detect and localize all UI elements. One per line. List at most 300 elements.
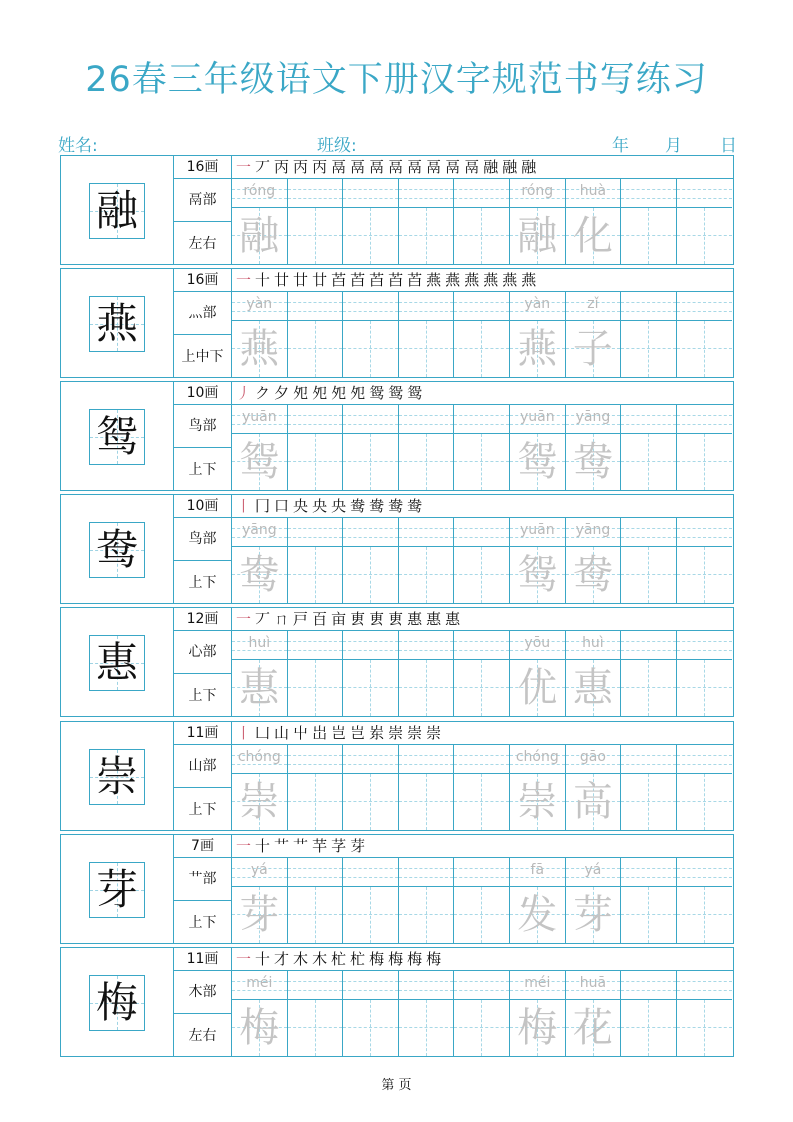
stroke-step: 燕 [426, 271, 442, 289]
stroke-step: ㄇ [274, 610, 290, 628]
char-info [174, 382, 232, 490]
pinyin-band [566, 292, 621, 321]
pinyin-band [677, 292, 733, 321]
writing-cell[interactable] [399, 971, 455, 1056]
writing-cell[interactable] [399, 631, 455, 716]
writing-cell[interactable] [343, 405, 399, 490]
stroke-step: 一 [236, 950, 252, 968]
stroke-step: 屮 [293, 724, 309, 742]
pinyin-band [566, 179, 621, 208]
stroke-step: 一 [236, 271, 252, 289]
char-block [60, 834, 734, 944]
stroke-count: 16画 [174, 269, 231, 292]
trace-cell [566, 745, 622, 830]
pinyin-band [288, 745, 343, 774]
writing-cell[interactable] [621, 179, 677, 264]
pinyin: yōu [524, 635, 551, 651]
stroke-count: 11画 [174, 722, 231, 745]
writing-cell[interactable] [343, 179, 399, 264]
pinyin-band [399, 179, 454, 208]
trace-char: 崇 [239, 779, 280, 825]
pinyin: huā [579, 975, 607, 991]
writing-cell[interactable] [343, 858, 399, 943]
stroke-step: 鬲 [369, 158, 385, 176]
pinyin-band [677, 971, 733, 1000]
tian-grid [677, 887, 733, 943]
trace-cell [510, 405, 566, 490]
writing-cell[interactable] [343, 631, 399, 716]
pinyin: yá [250, 862, 268, 878]
writing-cell[interactable] [399, 745, 455, 830]
tian-grid [510, 434, 565, 490]
stroke-step: 梅 [388, 950, 404, 968]
writing-grid [232, 382, 733, 490]
writing-cell[interactable] [677, 971, 733, 1056]
trace-char: 燕 [517, 326, 558, 372]
pinyin-band [343, 405, 398, 434]
trace-char: 子 [572, 326, 613, 372]
trace-char: 鸯 [572, 439, 613, 485]
tian-grid [343, 887, 398, 943]
model-char-cell [61, 495, 174, 603]
structure: 上下 [188, 575, 217, 591]
writing-cell[interactable] [454, 518, 510, 603]
stroke-step: 叀 [388, 610, 404, 628]
tian-grid [343, 321, 398, 377]
pinyin-band [566, 405, 621, 434]
tian-grid [621, 434, 676, 490]
writing-cell[interactable] [677, 518, 733, 603]
pinyin-band [399, 518, 454, 547]
trace-char: 梅 [517, 1005, 558, 1051]
tian-grid [399, 321, 454, 377]
stroke-step: 叀 [369, 610, 385, 628]
tian-grid [566, 887, 621, 943]
stroke-step: 央 [293, 497, 309, 515]
stroke-step: 鬲 [331, 158, 347, 176]
pinyin-band [454, 971, 509, 1000]
stroke-step: 丙 [274, 158, 290, 176]
trace-cell [566, 292, 622, 377]
trace-cell [232, 292, 288, 377]
model-char-cell [61, 948, 174, 1056]
tian-grid [343, 774, 398, 830]
model-char-box [89, 183, 145, 239]
writing-cell[interactable] [288, 745, 344, 830]
stroke-step: 燕 [483, 271, 499, 289]
pinyin-band [232, 405, 287, 434]
pinyin-band [677, 518, 733, 547]
pinyin-band [454, 631, 509, 660]
stroke-step: 梅 [369, 950, 385, 968]
writing-cell[interactable] [454, 858, 510, 943]
trace-cell [510, 858, 566, 943]
trace-char: 融 [517, 213, 558, 259]
writing-cell[interactable] [399, 518, 455, 603]
trace-char: 芽 [572, 892, 613, 938]
model-char-box [89, 296, 145, 352]
model-char-cell [61, 269, 174, 377]
trace-char: 梅 [239, 1005, 280, 1051]
writing-cell[interactable] [454, 971, 510, 1056]
pinyin-band [510, 745, 565, 774]
writing-cell[interactable] [343, 745, 399, 830]
tian-grid [232, 434, 287, 490]
stroke-step: 一 [236, 610, 252, 628]
char-block [60, 721, 734, 831]
trace-char: 优 [517, 665, 558, 711]
pinyin: zǐ [587, 296, 599, 312]
structure: 上下 [188, 802, 217, 818]
structure: 左右 [188, 236, 217, 252]
pinyin-band [677, 858, 733, 887]
writing-cell[interactable] [399, 858, 455, 943]
trace-cell [566, 971, 622, 1056]
stroke-step: 十 [255, 837, 271, 855]
pinyin-band [621, 405, 676, 434]
pinyin-band [510, 971, 565, 1000]
pinyin-band [621, 631, 676, 660]
stroke-step: 山 [274, 724, 290, 742]
stroke-step: 戸 [293, 610, 309, 628]
stroke-step: 鸯 [407, 497, 423, 515]
writing-cell[interactable] [454, 292, 510, 377]
pinyin: yuān [519, 409, 555, 425]
writing-cell[interactable] [621, 745, 677, 830]
tian-grid [232, 1000, 287, 1056]
pinyin-band [454, 292, 509, 321]
trace-char: 花 [572, 1005, 613, 1051]
stroke-step: 鬲 [388, 158, 404, 176]
tian-grid [566, 774, 621, 830]
trace-char: 燕 [239, 326, 280, 372]
writing-cell[interactable] [677, 631, 733, 716]
stroke-step: 木 [312, 950, 328, 968]
pinyin: yàn [246, 296, 273, 312]
tian-grid [621, 774, 676, 830]
writing-cell[interactable] [621, 518, 677, 603]
writing-cell[interactable] [677, 179, 733, 264]
tian-grid [454, 208, 509, 264]
stroke-step: 燕 [502, 271, 518, 289]
stroke-step: 苩 [369, 271, 385, 289]
model-char-cell [61, 722, 174, 830]
stroke-step: 岂 [331, 724, 347, 742]
writing-grid [232, 269, 733, 377]
trace-cell [510, 631, 566, 716]
stroke-step: 夗 [331, 384, 347, 402]
pinyin-band [399, 858, 454, 887]
tian-grid [454, 660, 509, 716]
writing-cell[interactable] [454, 745, 510, 830]
stroke-step: 一 [236, 837, 252, 855]
writing-cell[interactable] [621, 971, 677, 1056]
stroke-step: 廿 [293, 271, 309, 289]
pinyin: yāng [575, 522, 611, 538]
pinyin-band [343, 518, 398, 547]
tian-grid [510, 887, 565, 943]
pinyin-band [288, 292, 343, 321]
char-info [174, 156, 232, 264]
pinyin: huì [582, 635, 604, 651]
pinyin-band [566, 518, 621, 547]
stroke-step: 丙 [293, 158, 309, 176]
writing-cell[interactable] [399, 405, 455, 490]
pinyin: chóng [515, 749, 559, 765]
tian-grid [566, 660, 621, 716]
pinyin-band [399, 971, 454, 1000]
pinyin-band [232, 745, 287, 774]
trace-char: 鸳 [517, 552, 558, 598]
tian-grid [232, 660, 287, 716]
writing-cell[interactable] [454, 631, 510, 716]
trace-char: 鸯 [239, 552, 280, 598]
pinyin-band [621, 292, 676, 321]
stroke-step: 燕 [445, 271, 461, 289]
tian-grid [677, 208, 733, 264]
stroke-step: 廿 [312, 271, 328, 289]
stroke-step: 鬲 [426, 158, 442, 176]
stroke-step: 丆 [255, 158, 271, 176]
pinyin-band [566, 631, 621, 660]
tian-grid [399, 208, 454, 264]
char-block [60, 268, 734, 378]
stroke-step: 百 [312, 610, 328, 628]
writing-grid [232, 835, 733, 943]
pinyin-band [343, 971, 398, 1000]
stroke-step: 十 [255, 271, 271, 289]
stroke-count: 12画 [174, 608, 231, 631]
tian-grid [677, 1000, 733, 1056]
trace-char: 高 [572, 779, 613, 825]
tian-grid [566, 208, 621, 264]
trace-cell [232, 405, 288, 490]
stroke-step: 苩 [407, 271, 423, 289]
tian-grid [566, 547, 621, 603]
stroke-step: 鸯 [369, 497, 385, 515]
stroke-count: 11画 [174, 948, 231, 971]
model-char-box [89, 409, 145, 465]
stroke-order [232, 382, 733, 405]
name-label: 姓名: [58, 136, 98, 156]
trace-cell [566, 631, 622, 716]
pinyin-band [399, 292, 454, 321]
pinyin-band [232, 858, 287, 887]
stroke-order [232, 722, 733, 745]
stroke-step: 燕 [521, 271, 537, 289]
radical: 鸟部 [174, 518, 231, 561]
tian-grid [399, 660, 454, 716]
pinyin-band [288, 971, 343, 1000]
stroke-step: 崇 [426, 724, 442, 742]
page-title: 26春三年级语文下册汉字规范书写练习 [85, 60, 708, 100]
model-char: 崇 [95, 752, 138, 801]
writing-grid [232, 156, 733, 264]
pinyin-band [343, 745, 398, 774]
model-char: 鸯 [95, 525, 138, 574]
stroke-step: 燕 [464, 271, 480, 289]
radical: 艹部 [174, 858, 231, 901]
stroke-step: 口 [274, 497, 290, 515]
trace-char: 芽 [239, 892, 280, 938]
model-char-box [89, 862, 145, 918]
model-char-cell [61, 156, 174, 264]
tian-grid [510, 208, 565, 264]
stroke-step: 廿 [274, 271, 290, 289]
trace-cell [566, 405, 622, 490]
writing-cell[interactable] [621, 858, 677, 943]
trace-char: 鸳 [517, 439, 558, 485]
pinyin-band [566, 858, 621, 887]
stroke-step: 苩 [388, 271, 404, 289]
char-info [174, 948, 232, 1056]
trace-cell [232, 631, 288, 716]
stroke-step: 央 [312, 497, 328, 515]
stroke-step: 丆 [255, 610, 271, 628]
tian-grid [399, 887, 454, 943]
writing-cell[interactable] [454, 179, 510, 264]
writing-cell[interactable] [288, 179, 344, 264]
stroke-step: 丨 [236, 724, 252, 742]
char-info [174, 495, 232, 603]
stroke-step: 芓 [331, 837, 347, 855]
trace-cell [510, 292, 566, 377]
tian-grid [621, 547, 676, 603]
tian-grid [566, 321, 621, 377]
writing-cell[interactable] [399, 292, 455, 377]
pinyin-band [621, 858, 676, 887]
writing-cell[interactable] [399, 179, 455, 264]
stroke-step: 苩 [331, 271, 347, 289]
pinyin-band [677, 405, 733, 434]
pinyin-band [232, 518, 287, 547]
writing-cell[interactable] [288, 858, 344, 943]
tian-grid [621, 208, 676, 264]
stroke-count: 10画 [174, 382, 231, 405]
writing-cell[interactable] [677, 858, 733, 943]
stroke-step: 崇 [388, 724, 404, 742]
trace-cell [232, 179, 288, 264]
writing-cell[interactable] [621, 292, 677, 377]
radical: 山部 [174, 745, 231, 788]
char-info [174, 835, 232, 943]
tian-grid [510, 774, 565, 830]
pinyin-band [510, 179, 565, 208]
model-char-box [89, 522, 145, 578]
model-char-box [89, 749, 145, 805]
stroke-step: 鸯 [388, 497, 404, 515]
stroke-step: 梅 [426, 950, 442, 968]
pinyin: yàn [524, 296, 551, 312]
stroke-step: 芽 [350, 837, 366, 855]
stroke-step: 木 [293, 950, 309, 968]
writing-cell[interactable] [343, 971, 399, 1056]
trace-cell [510, 518, 566, 603]
tian-grid [399, 547, 454, 603]
stroke-count: 7画 [174, 835, 231, 858]
pinyin-band [232, 971, 287, 1000]
stroke-step: ク [255, 384, 271, 402]
pinyin: gāo [579, 749, 606, 765]
pinyin: chóng [237, 749, 281, 765]
writing-cell[interactable] [454, 405, 510, 490]
writing-cell[interactable] [677, 745, 733, 830]
tian-grid [454, 774, 509, 830]
writing-cell[interactable] [621, 631, 677, 716]
pinyin-band [343, 631, 398, 660]
stroke-order [232, 835, 733, 858]
pinyin-band [454, 745, 509, 774]
trace-cell [510, 179, 566, 264]
trace-char: 融 [239, 213, 280, 259]
tian-grid [621, 321, 676, 377]
pinyin-band [232, 179, 287, 208]
writing-cell[interactable] [288, 631, 344, 716]
model-char: 梅 [95, 978, 138, 1027]
tian-grid [343, 547, 398, 603]
stroke-step: 惠 [445, 610, 461, 628]
writing-cell[interactable] [288, 405, 344, 490]
tian-grid [399, 1000, 454, 1056]
char-block [60, 947, 734, 1057]
trace-char: 化 [572, 213, 613, 259]
pinyin-band [232, 292, 287, 321]
stroke-step: 丙 [312, 158, 328, 176]
writing-grid [232, 495, 733, 603]
char-block [60, 607, 734, 717]
char-info [174, 722, 232, 830]
tian-grid [454, 321, 509, 377]
trace-char: 崇 [517, 779, 558, 825]
stroke-step: 艹 [293, 837, 309, 855]
stroke-step: 鬲 [350, 158, 366, 176]
model-char-box [89, 635, 145, 691]
model-char-cell [61, 835, 174, 943]
tian-grid [399, 434, 454, 490]
writing-cell[interactable] [288, 971, 344, 1056]
stroke-step: 岽 [369, 724, 385, 742]
writing-grid [232, 608, 733, 716]
month-label: 月 [665, 136, 682, 156]
stroke-step: 夗 [312, 384, 328, 402]
writing-cell[interactable] [677, 405, 733, 490]
stroke-step: 鬲 [407, 158, 423, 176]
pinyin-band [621, 179, 676, 208]
pinyin: méi [246, 975, 273, 991]
writing-cell[interactable] [621, 405, 677, 490]
writing-cell[interactable] [343, 518, 399, 603]
stroke-step: 夕 [274, 384, 290, 402]
pinyin: huì [248, 635, 271, 651]
writing-cell[interactable] [288, 518, 344, 603]
writing-grid [232, 948, 733, 1056]
stroke-step: 叀 [350, 610, 366, 628]
writing-cell[interactable] [343, 292, 399, 377]
pinyin-band [399, 745, 454, 774]
stroke-step: 融 [502, 158, 518, 176]
tian-grid [454, 1000, 509, 1056]
writing-cell[interactable] [288, 292, 344, 377]
pinyin-band [343, 858, 398, 887]
pinyin-band [288, 858, 343, 887]
tian-grid [343, 660, 398, 716]
writing-cell[interactable] [677, 292, 733, 377]
pinyin-band [288, 631, 343, 660]
tian-grid [454, 887, 509, 943]
stroke-step: 一 [236, 158, 252, 176]
tian-grid [621, 1000, 676, 1056]
writing-grid [232, 722, 733, 830]
